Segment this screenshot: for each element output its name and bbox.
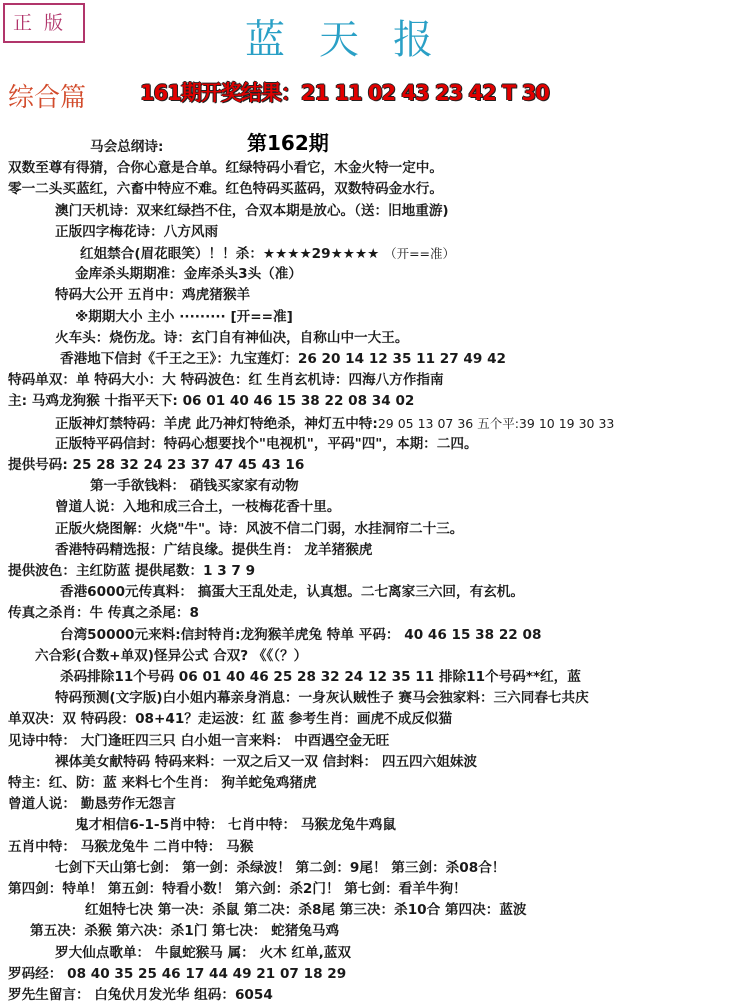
text-line: 主: 马鸡龙狗猴 十指平天下: 06 01 40 46 15 38 22 08 34 02 xyxy=(8,393,415,410)
issue-number: 第162期 xyxy=(247,131,329,155)
text-line: 正版神灯禁特码：羊虎 此乃神灯特绝杀，神灯五中特:29 05 13 07 36 五个平:39 10 19 30 33 xyxy=(55,415,615,432)
text-line: 双数至尊有得猜，合你心意是合单。红绿特码小看它，木金火特一定中。 xyxy=(8,160,443,177)
text-line: 裸体美女献特码 特码来料：一双之后又一双 信封料： 四五四六姐妹波 xyxy=(55,753,478,770)
text-line: 香港特码精选报：广结良缘。提供生肖： 龙羊猪猴虎 xyxy=(55,541,373,558)
text-line: 曾道人说：入地和成三合土，一枝梅花香十里。 xyxy=(55,499,341,516)
text-line: 曾道人说： 勤恳劳作无怨言 xyxy=(8,796,176,813)
text-line: 罗先生留言： 白兔伏月发光华 组码：6054 xyxy=(8,987,273,1003)
zhengban-badge: 正版 xyxy=(3,3,85,43)
text-line: 台湾50000元来料:信封特肖:龙狗猴羊虎兔 特单 平码： 40 46 15 38 22 08 xyxy=(60,626,542,643)
text-line: 马会总纲诗: xyxy=(90,139,164,155)
text-line: 单双决：双 特码段：08+41？走运波：红 蓝 参考生肖：画虎不成反似猫 xyxy=(8,711,453,728)
text-line: 六合彩(合数+单双)怪异公式 合双? 《《（？） xyxy=(35,647,308,664)
text-line: 特主：红、防：蓝 来料七个生肖： 狗羊蛇兔鸡猪虎 xyxy=(8,775,317,791)
text-line: 特码预测(文字版)白小姐内幕亲身消息：一身灰认贼性子 赛马会独家料：三六同春七共庆 xyxy=(55,690,589,707)
text-line: 香港地下信封《千王之王》：九宝莲灯：26 20 14 12 35 11 27 49 42 xyxy=(60,351,507,367)
text-line: 见诗中特： 大门逢旺四三只 白小姐一言来料： 中酉遇空金无旺 xyxy=(8,732,390,749)
text-line: 七剑下天山第七剑： 第一剑：杀绿波！ 第二剑：9尾！ 第三剑：杀08合！ xyxy=(55,859,506,876)
text-line: 特码大公开 五肖中：鸡虎猪猴羊 xyxy=(55,287,251,304)
text-line: 五肖中特： 马猴龙兔牛 二肖中特： 马猴 xyxy=(8,838,254,855)
text-line: 提供号码: 25 28 32 24 23 37 47 45 43 16 xyxy=(8,457,305,473)
section-label: 综合篇 xyxy=(8,83,87,113)
newspaper-title: 蓝天报 xyxy=(245,17,467,63)
text-line: 罗码经： 08 40 35 25 46 17 44 49 21 07 18 29 xyxy=(8,965,347,982)
text-line: 第四剑：特单！ 第五剑：特看小数！ 第六剑：杀2门！ 第七剑：看羊牛狗！ xyxy=(8,881,467,897)
text-line: 罗大仙点歌单： 牛鼠蛇猴马 属： 火木 红单,蓝双 xyxy=(55,944,351,961)
text-line: 正版火烧图解：火烧"牛"。诗：风波不信二门弱，水挂洞帘二十三。 xyxy=(55,520,464,537)
text-line: 提供波色：主红防蓝 提供尾数：1 3 7 9 xyxy=(8,563,256,579)
text-line: 红姐禁合(眉花眼笑）！！杀：★★★★29★★★★ （开==准） xyxy=(80,246,456,262)
text-line: 红姐特七决 第一决：杀鼠 第二决：杀8尾 第三决：杀10合 第四决：蓝波 xyxy=(85,902,527,919)
text-line: ※期期大小 主小 ········· [开==准] xyxy=(75,308,293,325)
text-line: 正版特平码信封：特码心想要找个"电视机"，平码"四"，本期：二四。 xyxy=(55,435,478,452)
text-line: 杀码排除11个号码 06 01 40 46 25 28 32 24 12 35 11 排除11个号码**红，蓝 xyxy=(60,669,581,685)
text-line: 香港6000元传真料： 搞蛋大王乱处走，认真想。二七离家三六回，有玄机。 xyxy=(60,584,524,601)
text-line: 正版四字梅花诗：八方风雨 xyxy=(55,223,219,240)
draw-result: 161期开奖结果：21 11 02 43 23 42 T 30 xyxy=(140,81,549,105)
text-line: 鬼才相信6-1-5肖中特： 七肖中特： 马猴龙兔牛鸡鼠 xyxy=(75,817,396,834)
text-line: 澳门天机诗：双来红绿挡不住，合双本期是放心。（送：旧地重游) xyxy=(55,202,449,219)
text-line: 特码单双：单 特码大小：大 特码波色：红 生肖玄机诗：四海八方作指南 xyxy=(8,372,444,389)
text-line: 零一二头买蓝红，六畜中特应不难。红色特码买蓝码，双数特码金水行。 xyxy=(8,181,443,198)
text-line: 第五决：杀猴 第六决：杀1门 第七决： 蛇猪兔马鸡 xyxy=(30,923,340,940)
text-line: 金库杀头期期准：金库杀头3头（准） xyxy=(75,266,302,283)
text-line: 传真之杀肖：牛 传真之杀尾：8 xyxy=(8,605,199,622)
text-line: 火车头：烧伤龙。诗：玄门自有神仙决，自称山中一大王。 xyxy=(55,329,409,346)
text-line: 第一手欲钱料： 硝钱买家家有动物 xyxy=(90,478,299,495)
